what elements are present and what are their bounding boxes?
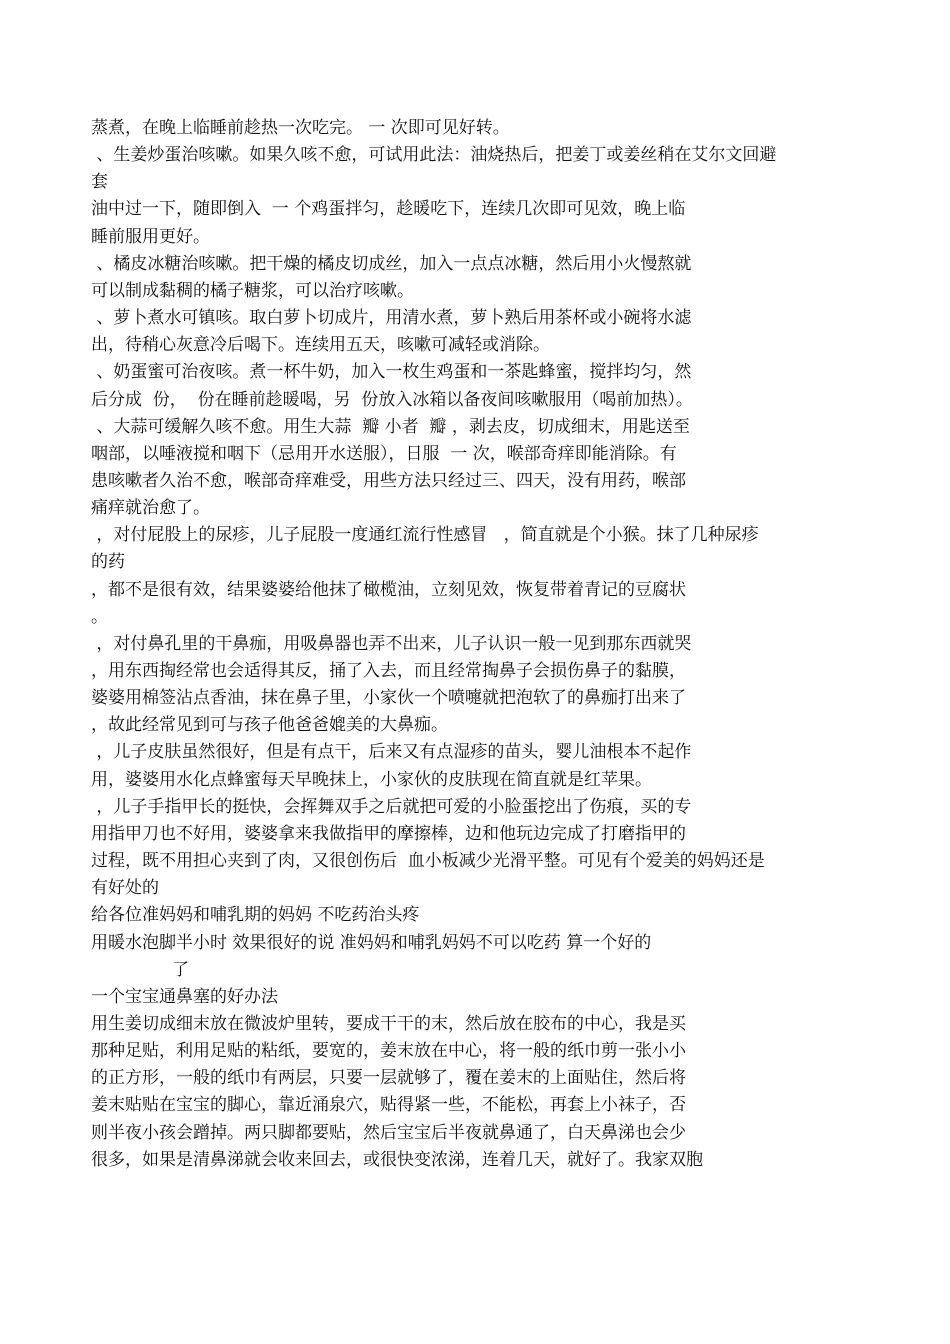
text-line: 用指甲刀也不好用，婆婆拿来我做指甲的摩擦棒，边和他玩边完成了打磨指甲的 bbox=[91, 823, 686, 844]
text-line: 、奶蛋蜜可治夜咳。煮一杯牛奶，加入一枚生鸡蛋和一茶匙蜂蜜，搅拌均匀，然 bbox=[91, 362, 692, 383]
text-line: 、生姜炒蛋治咳嗽。如果久咳不愈，可试用此法：油烧热后，把姜丁或姜丝稍在艾尔文回避 bbox=[91, 145, 777, 166]
text-line: ，都不是很有效，结果婆婆给他抹了橄榄油，立刻见效，恢复带着青记的豆腐状 bbox=[91, 579, 686, 600]
text-line: 很多，如果是清鼻涕就会收来回去，或很快变浓涕，连着几天，就好了。我家双胞 bbox=[91, 1149, 703, 1170]
text-line: 姜末贴贴在宝宝的脚心，靠近涌泉穴，贴得紧一些，不能松，再套上小袜子，否 bbox=[91, 1095, 686, 1116]
text-line: 用生姜切成细末放在微波炉里转，要成干干的末，然后放在胶布的中心，我是买 bbox=[91, 1013, 686, 1034]
text-line: 可以制成黏稠的橘子糖浆，可以治疗咳嗽。 bbox=[91, 280, 414, 301]
text-line: 婆婆用棉签沾点香油，抹在鼻子里，小家伙一个喷嚏就把泡软了的鼻痂打出来了 bbox=[91, 688, 686, 709]
text-line: 套 bbox=[91, 172, 108, 193]
text-line: 痛痒就治愈了。 bbox=[91, 498, 210, 519]
text-line: 。 bbox=[91, 606, 108, 627]
text-line: 过程，既不用担心夹到了肉，又很创伤后 血小板减少光滑平整。可见有个爱美的妈妈还是 bbox=[91, 851, 765, 872]
text-line: 则半夜小孩会蹭掉。两只脚都要贴，然后宝宝后半夜就鼻通了，白天鼻涕也会少 bbox=[91, 1122, 686, 1143]
text-line: 油中过一下，随即倒入 一 个鸡蛋拌匀，趁暖吃下，连续几次即可见效，晚上临 bbox=[91, 199, 686, 220]
text-line: 、萝卜煮水可镇咳。取白萝卜切成片，用清水煮，萝卜熟后用茶杯或小碗将水滤 bbox=[91, 308, 692, 329]
text-line: 蒸煮，在晚上临睡前趁热一次吃完。 一 次即可见好转。 bbox=[91, 118, 510, 138]
text-line: 了 bbox=[91, 959, 190, 980]
text-line: 的药 bbox=[91, 552, 125, 573]
text-line: 那种足贴，利用足贴的粘纸，要宽的，姜末放在中心，将一般的纸巾剪一张小小 bbox=[91, 1041, 686, 1062]
text-line: ，儿子皮肤虽然很好，但是有点干，后来又有点湿疹的苗头，婴儿油根本不起作 bbox=[91, 742, 692, 763]
text-line: 患咳嗽者久治不愈，喉部奇痒难受，用些方法只经过三、四天，没有用药，喉部 bbox=[91, 470, 686, 491]
text-line: 用暖水泡脚半小时 效果很好的说 准妈妈和哺乳妈妈不可以吃药 算一个好的 bbox=[91, 932, 652, 953]
text-line: 、橘皮冰糖治咳嗽。把干燥的橘皮切成丝，加入一点点冰糖，然后用小火慢熬就 bbox=[91, 253, 692, 274]
text-line: 给各位准妈妈和哺乳期的妈妈 不吃药治头疼 bbox=[91, 905, 420, 926]
text-line: 后分成 份， 份在睡前趁暖喝，另 份放入冰箱以备夜间咳嗽服用（喝前加热）。 bbox=[91, 389, 693, 410]
text-line: 有好处的 bbox=[91, 878, 159, 899]
text-line: ，用东西掏经常也会适得其反，捅了入去，而且经常掏鼻子会损伤鼻子的黏膜， bbox=[91, 661, 686, 681]
text-line: 一个宝宝通鼻塞的好办法 bbox=[91, 986, 278, 1007]
text-line: 、大蒜可缓解久咳不愈。用生大蒜 瓣 小者 瓣 ，剥去皮，切成细末，用匙送至 bbox=[91, 416, 690, 437]
text-line: 用，婆婆用水化点蜂蜜每天早晚抹上，小家伙的皮肤现在简直就是红苹果。 bbox=[91, 769, 652, 790]
text-line: ，对付鼻孔里的干鼻痂，用吸鼻器也弄不出来，儿子认识一般一见到那东西就哭 bbox=[91, 633, 692, 654]
text-line: 咽部，以唾液搅和咽下（忌用开水送服），日服 一 次，喉部奇痒即能消除。有 bbox=[91, 443, 677, 464]
text-line: ，儿子手指甲长的挺快，会挥舞双手之后就把可爱的小脸蛋挖出了伤痕，买的专 bbox=[91, 796, 692, 817]
text-line: 睡前服用更好。 bbox=[91, 226, 210, 247]
text-line: ，故此经常见到可与孩子他爸爸媲美的大鼻痂。 bbox=[91, 715, 448, 736]
text-line: 的正方形，一般的纸巾有两层，只要一层就够了，覆在姜末的上面贴住，然后将 bbox=[91, 1068, 686, 1089]
text-line: 出，待稍心灰意冷后喝下。连续用五天，咳嗽可减轻或消除。 bbox=[91, 335, 550, 356]
text-line: ，对付屁股上的尿疹，儿子屁股一度通红流行性感冒 ，简直就是个小猴。抹了几种尿疹 bbox=[91, 525, 759, 546]
